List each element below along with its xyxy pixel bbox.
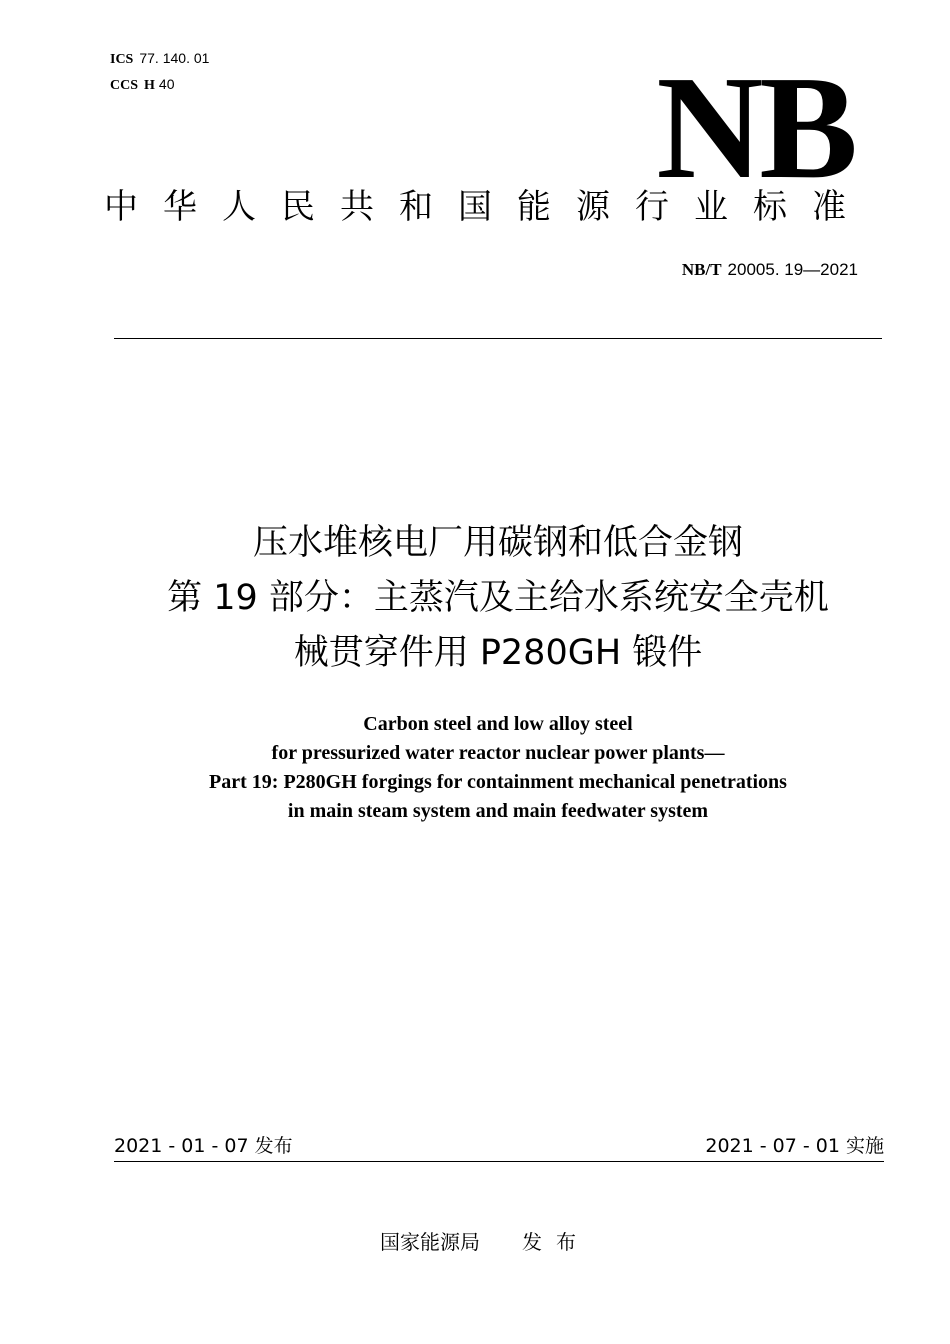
standard-type-title: 中华人民共和国能源行业标准 bbox=[104, 187, 871, 227]
issue-date: 2021 - 01 - 07 发布 bbox=[114, 1135, 293, 1157]
english-title-line: Carbon steel and low alloy steel bbox=[363, 713, 633, 735]
ccs-label: CCS bbox=[110, 78, 139, 93]
standard-number-value: 20005. 19—2021 bbox=[727, 260, 858, 279]
header-divider bbox=[114, 338, 882, 339]
english-title-line: in main steam system and main feedwater system bbox=[287, 800, 709, 822]
english-title-line: Part 19: P280GH forgings for containment mechanical penetrations bbox=[209, 771, 787, 793]
publisher bbox=[380, 1226, 590, 1255]
ccs-row bbox=[110, 72, 209, 98]
nb-logo: NB bbox=[656, 46, 854, 210]
ics-label: ICS bbox=[110, 52, 134, 67]
standard-number-prefix: NB/T bbox=[681, 260, 722, 279]
publisher-name: 国家能源局 bbox=[380, 1230, 480, 1254]
ics-value: 77. 140. 01 bbox=[139, 50, 210, 66]
standard-number bbox=[682, 260, 858, 280]
english-title bbox=[70, 710, 926, 826]
chinese-title-line: 压水堆核电厂用碳钢和低合金钢 bbox=[252, 523, 743, 563]
chinese-title-line: 械贯穿件用 P280GH 锻件 bbox=[293, 633, 703, 673]
english-title-line: for pressurized water reactor nuclear power plants— bbox=[271, 742, 725, 764]
chinese-title-line: 第 19 部分：主蒸汽及主给水系统安全壳机 bbox=[167, 578, 829, 618]
ics-row bbox=[110, 46, 209, 72]
footer-divider bbox=[114, 1161, 884, 1162]
chinese-title bbox=[70, 516, 926, 681]
ccs-letter: H bbox=[144, 78, 155, 93]
publisher-verb: 发布 bbox=[522, 1230, 590, 1254]
implementation-date: 2021 - 07 - 01 实施 bbox=[705, 1135, 884, 1157]
classification-block bbox=[110, 46, 209, 98]
ccs-number: 40 bbox=[158, 76, 175, 92]
